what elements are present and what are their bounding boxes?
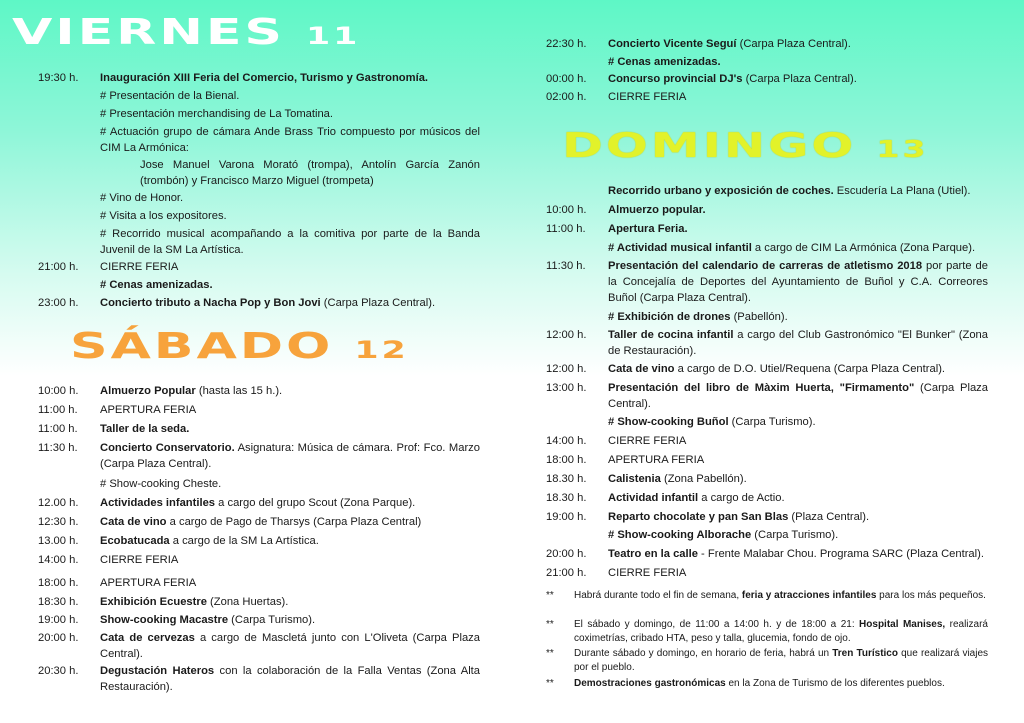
event-time: 02:00 h. (546, 91, 587, 103)
event-description (608, 71, 988, 87)
event-time: 12:30 h. (38, 516, 79, 528)
event-time (546, 527, 608, 543)
event-detail: a cargo de Pago de Tharsys (Carpa Plaza Central) (166, 516, 422, 528)
event-time (38, 208, 100, 224)
event-detail: CIERRE FERIA (608, 435, 687, 447)
schedule-row (38, 226, 480, 258)
event-description (608, 327, 988, 359)
schedule-row (38, 208, 480, 224)
event-time: 10:00 h. (546, 204, 587, 216)
schedule-row (546, 202, 988, 218)
schedule-row (38, 190, 480, 206)
event-time: 12:00 h. (546, 329, 587, 341)
day-number: 13 (876, 137, 929, 163)
schedule-row (38, 440, 480, 472)
event-description (100, 552, 480, 568)
event-title: Apertura Feria. (608, 223, 688, 235)
event-description (100, 157, 480, 189)
event-time: 19:30 h. (38, 72, 79, 84)
event-time: 23:00 h. (38, 297, 79, 309)
event-description (100, 440, 480, 472)
event-title: Cata de vino (608, 363, 675, 375)
event-time: 11:00 h. (38, 404, 78, 416)
schedule-row (546, 361, 988, 377)
event-description (608, 202, 988, 218)
event-description (100, 663, 480, 695)
schedule-row (38, 514, 480, 530)
schedule-row (38, 533, 480, 549)
event-time: 18:30 h. (38, 596, 79, 608)
event-detail: (Zona Huertas). (206, 596, 289, 608)
event-description (100, 88, 480, 104)
event-description (608, 361, 988, 377)
schedule-row (546, 490, 988, 506)
schedule-row (546, 36, 988, 52)
schedule-row (546, 71, 988, 87)
day-title: VIERNES (12, 12, 285, 53)
heading-domingo (562, 126, 928, 166)
event-detail: (Carpa Turismo). (728, 416, 816, 428)
event-detail: # Presentación de la Bienal. (100, 90, 240, 102)
event-time (38, 226, 100, 258)
event-time: 14:00 h. (546, 435, 587, 447)
event-detail: CIERRE FERIA (608, 91, 687, 103)
event-detail: a cargo de la SM La Artística. (169, 535, 319, 547)
note-text-bold: Hospital Manises, (859, 619, 946, 630)
event-time: 14:00 h. (38, 554, 79, 566)
schedule-row (38, 476, 480, 492)
event-time: 21:00 h. (38, 261, 79, 273)
schedule-row (38, 612, 480, 628)
day-title: DOMINGO (562, 126, 857, 166)
event-description (100, 533, 480, 549)
event-time (38, 190, 100, 206)
schedule-row (38, 106, 480, 122)
schedule-row (38, 575, 480, 591)
schedule-row (546, 258, 988, 306)
schedule-row (38, 402, 480, 418)
schedule-row (546, 509, 988, 525)
note-item (546, 618, 988, 646)
schedule-row (546, 327, 988, 359)
schedule-row (38, 88, 480, 104)
event-title: Inauguración XIII Feria del Comercio, Turismo y Gastronomía. (100, 72, 429, 84)
event-description (100, 106, 480, 122)
note-marker: ** (546, 590, 554, 601)
event-description (608, 452, 988, 468)
event-description (100, 190, 480, 206)
event-detail: (Carpa Plaza Central). (736, 38, 851, 50)
event-description (100, 226, 480, 258)
event-time: 18:00 h. (38, 577, 79, 589)
event-description (608, 221, 988, 237)
note-item (546, 647, 988, 675)
event-title: Actividad infantil (608, 492, 699, 504)
event-detail: a cargo del Club Gastronómico "El Bunker" (Zona de Restauración). (608, 329, 988, 357)
event-description (100, 277, 480, 293)
schedule-row (546, 183, 988, 199)
day-title: SÁBADO (70, 326, 334, 367)
event-time: 10:00 h. (38, 385, 79, 397)
event-time: 20:30 h. (38, 665, 79, 677)
schedule-row (38, 663, 480, 695)
event-detail: a cargo de CIM La Armónica (Zona Parque). (751, 242, 976, 254)
event-time: 11:30 h. (546, 260, 586, 272)
event-title: # Cenas amenizadas. (608, 56, 721, 68)
schedule-row (546, 414, 988, 430)
event-detail: (Zona Pabellón). (660, 473, 747, 485)
event-title: Actividades infantiles (100, 497, 216, 509)
event-description (100, 208, 480, 224)
event-time (546, 183, 608, 199)
event-detail: APERTURA FERIA (100, 577, 197, 589)
schedule-row (546, 380, 988, 412)
event-description (100, 383, 480, 399)
event-time: 11:00 h. (38, 423, 78, 435)
event-time (546, 309, 608, 325)
schedule-row (38, 295, 480, 311)
event-detail: por parte de la Concejalía de Deportes del Ayuntamiento de Buñol y C.A. Correores Buñol (Carpa Plaza Central). (608, 260, 988, 304)
event-title: Almuerzo Popular (100, 385, 196, 397)
event-description (608, 565, 988, 581)
event-time (38, 277, 100, 293)
event-detail: (Carpa Turismo). (228, 614, 316, 626)
event-description (100, 259, 480, 275)
event-time: 13:00 h. (546, 382, 587, 394)
event-detail: (Carpa Plaza Central). (320, 297, 436, 309)
event-time: 11:00 h. (546, 223, 586, 235)
event-time: 21:00 h. (546, 567, 587, 579)
event-description (608, 36, 988, 52)
event-title: Teatro en la calle (608, 548, 698, 560)
event-description (100, 495, 480, 511)
event-title: # Actividad musical infantil (608, 242, 752, 254)
event-description (608, 183, 988, 199)
schedule-row (38, 277, 480, 293)
event-detail: (Carpa Turismo). (751, 529, 839, 541)
event-description (100, 124, 480, 156)
note-text-post: en la Zona de Turismo de los diferentes pueblos. (725, 678, 945, 689)
event-time: 11:30 h. (38, 442, 78, 454)
event-title: # Show-cooking Alborache (608, 529, 752, 541)
event-description (608, 258, 988, 306)
note-text (574, 589, 988, 603)
event-title: Degustación Hateros (100, 665, 215, 677)
event-time (38, 106, 100, 122)
event-detail: APERTURA FERIA (100, 404, 197, 416)
event-detail: # Vino de Honor. (100, 192, 184, 204)
event-time: 18:00 h. (546, 454, 587, 466)
heading-sabado (70, 326, 409, 367)
event-description (100, 575, 480, 591)
event-time: 20:00 h. (546, 548, 587, 560)
event-description (100, 612, 480, 628)
note-text (574, 618, 988, 646)
event-detail: # Visita a los expositores. (100, 210, 227, 222)
schedule-row (546, 565, 988, 581)
note-text-post: realizará coximetrías, cribado HTA, peso y talla, glucemia, fondo de ojo. (574, 619, 988, 644)
event-description (608, 471, 988, 487)
event-detail: # Presentación merchandising de La Tomatina. (100, 108, 334, 120)
event-time: 12:00 h. (546, 363, 587, 375)
event-title: Taller de la seda. (100, 423, 190, 435)
event-detail: CIERRE FERIA (100, 554, 179, 566)
event-description (608, 509, 988, 525)
event-detail: a cargo de D.O. Utiel/Requena (Carpa Plaza Central). (674, 363, 946, 375)
event-description (608, 527, 988, 543)
event-detail: (Plaza Central). (788, 511, 870, 523)
event-time: 19:00 h. (546, 511, 587, 523)
day-number: 12 (354, 336, 409, 364)
event-detail: CIERRE FERIA (100, 261, 179, 273)
schedule-row (38, 157, 480, 189)
note-text (574, 647, 988, 675)
event-description (100, 295, 480, 311)
schedule-row (546, 309, 988, 325)
event-title: Cata de vino (100, 516, 167, 528)
event-description (100, 594, 480, 610)
event-description (608, 309, 988, 325)
event-time: 18.30 h. (546, 492, 587, 504)
note-text-post: que realizará viajes por el pueblo. (574, 648, 989, 673)
event-description (608, 433, 988, 449)
schedule-row (38, 552, 480, 568)
schedule-row (546, 433, 988, 449)
event-title: Presentación del calendario de carreras de atletismo 2018 (608, 260, 923, 272)
event-title: Almuerzo popular. (608, 204, 706, 216)
note-item (546, 677, 988, 691)
event-time (546, 54, 608, 70)
event-detail: Asignatura: Música de cámara. Prof: Fco. Marzo (Carpa Plaza Central). (100, 442, 480, 470)
event-title: Show-cooking Macastre (100, 614, 229, 626)
note-text-bold: feria y atracciones infantiles (741, 590, 877, 601)
note-text-pre: Habrá durante todo el fin de semana, (574, 590, 742, 601)
event-detail: CIERRE FERIA (608, 567, 687, 579)
event-time (38, 476, 100, 492)
event-detail: APERTURA FERIA (608, 454, 705, 466)
event-title: # Exhibición de drones (608, 311, 731, 323)
event-time: 20:00 h. (38, 632, 79, 644)
event-detail: Escudería La Plana (Utiel). (833, 185, 971, 197)
event-detail: a cargo de Actio. (698, 492, 785, 504)
event-description (100, 476, 480, 492)
note-text-pre: El sábado y domingo, de 11:00 a 14:00 h. y de 18:00 a 21: (574, 619, 860, 630)
event-title: Reparto chocolate y pan San Blas (608, 511, 789, 523)
event-description (100, 514, 480, 530)
event-title: Concierto tributo a Nacha Pop y Bon Jovi (100, 297, 321, 309)
event-time: 22:30 h. (546, 38, 587, 50)
schedule-row (38, 383, 480, 399)
event-description (608, 490, 988, 506)
schedule-row (38, 495, 480, 511)
event-description (100, 630, 480, 662)
event-time: 13.00 h. (38, 535, 79, 547)
event-time (38, 88, 100, 104)
schedule-row (546, 471, 988, 487)
event-time: 19:00 h. (38, 614, 79, 626)
event-detail: a cargo de Mascletá junto con L'Oliveta (Carpa Plaza Central). (100, 632, 480, 660)
event-detail: # Actuación grupo de cámara Ande Brass Trio compuesto por músicos del CIM La Armónica: (100, 126, 480, 154)
schedule-row (38, 70, 480, 86)
event-detail: (Carpa Plaza Central). (608, 382, 988, 410)
schedule-row (546, 546, 988, 562)
event-title: Taller de cocina infantil (608, 329, 734, 341)
event-time (546, 240, 608, 256)
event-time (546, 414, 608, 430)
note-text (574, 677, 988, 691)
schedule-row (546, 54, 988, 70)
event-title: Recorrido urbano y exposición de coches. (608, 185, 834, 197)
schedule-row (546, 527, 988, 543)
event-description (608, 240, 988, 256)
event-title: Concurso provincial DJ's (608, 73, 743, 85)
day-number: 11 (306, 22, 361, 50)
note-marker: ** (546, 678, 554, 689)
event-title: Concierto Conservatorio. (100, 442, 235, 454)
event-description (100, 421, 480, 437)
event-title: Calistenia (608, 473, 661, 485)
event-title: Cata de cervezas (100, 632, 195, 644)
event-title: Ecobatucada (100, 535, 170, 547)
event-detail: Jose Manuel Varona Morató (trompa), Antolín García Zanón (trombón) y Francisco Marzo Miguel (trompeta) (140, 159, 480, 187)
schedule-row (38, 421, 480, 437)
schedule-row (38, 259, 480, 275)
schedule-row (546, 221, 988, 237)
schedule-row (546, 452, 988, 468)
note-text-bold: Demostraciones gastronómicas (574, 678, 726, 689)
note-item (546, 589, 988, 603)
event-description (100, 70, 480, 86)
schedule-row (546, 89, 988, 105)
event-time (38, 124, 100, 156)
event-detail: (hasta las 15 h.). (195, 385, 283, 397)
event-time: 18.30 h. (546, 473, 587, 485)
event-detail: a cargo del grupo Scout (Zona Parque). (215, 497, 416, 509)
event-description (608, 54, 988, 70)
schedule-row (38, 630, 480, 662)
note-marker: ** (546, 619, 554, 630)
note-text-post: para los más pequeños. (876, 590, 986, 601)
event-description (608, 89, 988, 105)
event-detail: con la colaboración de la Falla Ventas (Zona Alta Restauración). (100, 665, 481, 693)
schedule-row (38, 124, 480, 156)
event-title: Concierto Vicente Seguí (608, 38, 737, 50)
event-time: 00:00 h. (546, 73, 587, 85)
event-description (608, 380, 988, 412)
heading-viernes (12, 12, 360, 53)
event-detail: - Frente Malabar Chou. Programa SARC (Plaza Central). (697, 548, 984, 560)
event-detail: (Pabellón). (730, 311, 788, 323)
event-detail: # Show-cooking Cheste. (100, 478, 222, 490)
event-title: Exhibición Ecuestre (100, 596, 207, 608)
note-text-bold: Tren Turístico (832, 648, 898, 659)
event-description (100, 402, 480, 418)
event-time: 12.00 h. (38, 497, 79, 509)
schedule-row (38, 594, 480, 610)
event-detail: # Recorrido musical acompañando a la comitiva por parte de la Banda Juvenil de la SM La Artística. (100, 228, 480, 256)
event-title: Presentación del libro de Màxim Huerta, "Firmamento" (608, 382, 915, 394)
note-marker: ** (546, 648, 554, 659)
event-detail: (Carpa Plaza Central). (742, 73, 857, 85)
event-time (38, 157, 100, 189)
schedule-row (546, 240, 988, 256)
note-text-pre: Durante sábado y domingo, en horario de feria, habrá un (574, 648, 833, 659)
event-description (608, 546, 988, 562)
event-description (608, 414, 988, 430)
event-title: # Cenas amenizadas. (100, 279, 213, 291)
event-title: # Show-cooking Buñol (608, 416, 729, 428)
